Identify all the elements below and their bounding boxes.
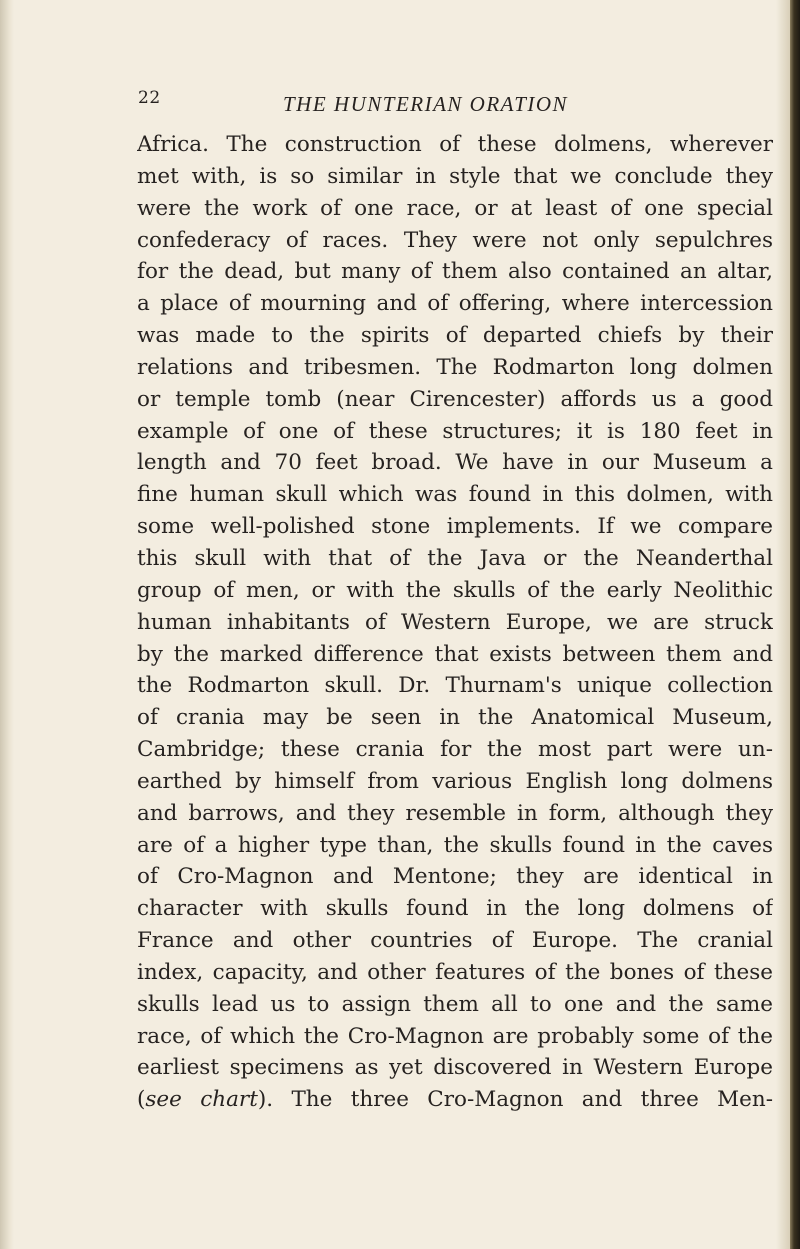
- final-line-rest: The three Cro-Magnon and three Men-: [273, 1087, 773, 1113]
- text-line: was made to the spirits of departed chiefs by their: [137, 323, 773, 349]
- text-line: by the marked difference that exists between them and: [137, 641, 773, 667]
- text-line: were the work of one race, or at least of one special: [137, 195, 773, 221]
- text-line: are of a higher type than, the skulls found in the caves: [137, 832, 773, 858]
- text-line: of crania may be seen in the Anatomical Museum,: [137, 705, 773, 731]
- text-line: relations and tribesmen. The Rodmarton long dolmen: [137, 354, 773, 380]
- text-line: earliest specimens as yet discovered in Western Europe: [137, 1055, 773, 1081]
- text-line: for the dead, but many of them also contained an altar,: [137, 259, 773, 285]
- text-line: length and 70 feet broad. We have in our Museum a: [137, 450, 773, 476]
- text-line: example of one of these structures; it is 180 feet in: [137, 418, 773, 444]
- page-edge-left: [0, 0, 14, 1249]
- text-line: race, of which the Cro-Magnon are probably some of the: [137, 1023, 773, 1049]
- text-line: fine human skull which was found in this dolmen, with: [137, 482, 773, 508]
- text-line: this skull with that of the Java or the Neanderthal: [137, 545, 773, 571]
- text-line: or temple tomb (near Cirencester) affords us a good: [137, 386, 773, 412]
- text-line: and barrows, and they resemble in form, although they: [137, 800, 773, 826]
- text-line: the Rodmarton skull. Dr. Thurnam's unique collection: [137, 673, 773, 699]
- text-line: of Cro-Magnon and Mentone; they are identical in: [137, 864, 773, 890]
- body-text: [137, 129, 773, 1116]
- paren-open: (: [137, 1087, 146, 1113]
- text-line: Africa. The construction of these dolmens, wherever: [137, 132, 773, 157]
- text-line: group of men, or with the skulls of the early Neolithic: [137, 577, 773, 603]
- running-head: THE HUNTERIAN ORATION: [283, 92, 569, 116]
- chart-reference: see chart: [145, 1087, 258, 1113]
- text-line: met with, is so similar in style that we conclude they: [137, 163, 773, 189]
- paren-close: ).: [257, 1087, 274, 1113]
- text-line: character with skulls found in the long dolmens of: [137, 896, 773, 922]
- text-line-final: [137, 1084, 773, 1116]
- text-line: a place of mourning and of offering, where intercession: [137, 291, 773, 317]
- text-line: some well-polished stone implements. If we compare: [137, 514, 773, 540]
- text-line: earthed by himself from various English long dolmens: [137, 768, 773, 794]
- text-line: skulls lead us to assign them all to one and the same: [137, 991, 773, 1017]
- text-line: Cambridge; these crania for the most part were un-: [137, 737, 773, 763]
- text-line: France and other countries of Europe. The cranial: [137, 928, 773, 954]
- book-spine: [790, 0, 800, 1249]
- spine-shadow: [776, 0, 790, 1249]
- text-line: index, capacity, and other features of the bones of these: [137, 959, 773, 985]
- page-number: 22: [138, 88, 161, 108]
- text-line: confederacy of races. They were not only sepulchres: [137, 227, 773, 253]
- text-line: human inhabitants of Western Europe, we are struck: [137, 609, 773, 635]
